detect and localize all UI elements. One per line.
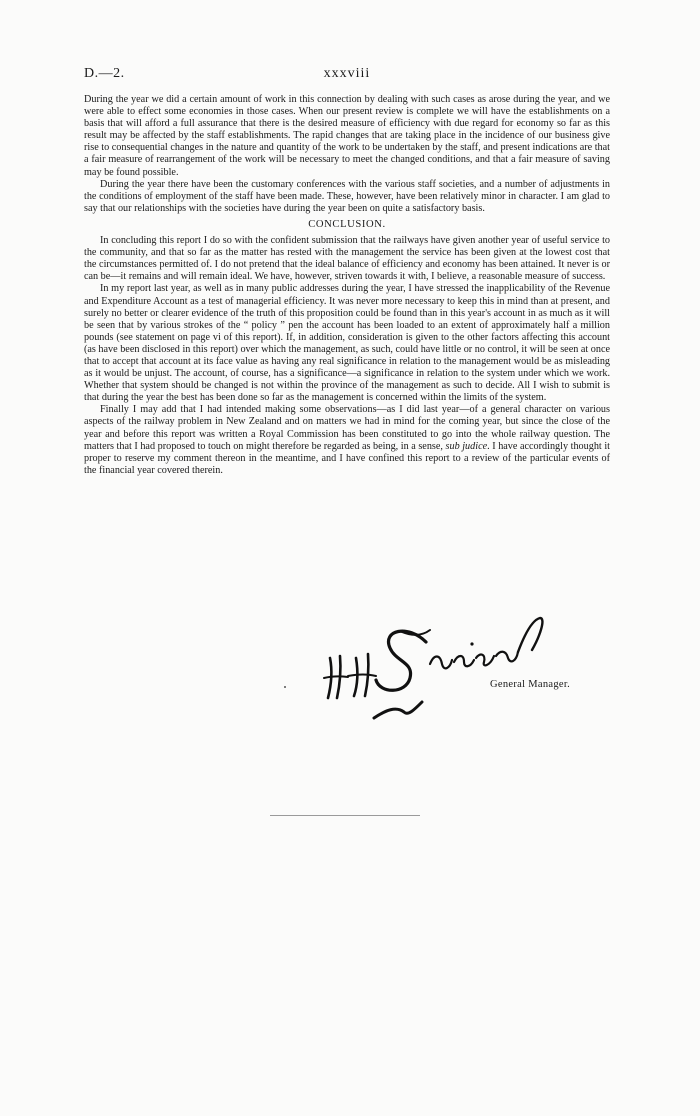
paragraph-italic-term: sub judice bbox=[445, 440, 488, 452]
handwritten-signature bbox=[318, 606, 578, 726]
signatory-title: General Manager. bbox=[490, 679, 571, 690]
page-header bbox=[84, 66, 610, 88]
paragraph-staff-economies: During the year we did a certain amount of work in this connection by dealing with such cases as arose during the year, and we were able to effect some economies in those cases. When our present review is complete we will have the establishments on a basis that will afford a full assurance that there is the desired measure of efficiency with due regard for economy so far as this result may be affected by the staff establishments. The rapid changes that are taking place in the incidence of our business give rise to consequential changes in the nature and quantity of the work to be undertaken by the staff, and present indications are that a fair measure of rearrangement of the work will be necessary to meet the changed conditions, and that a fair measure of saving may be found possible. bbox=[84, 94, 610, 178]
paragraph-royal-commission bbox=[84, 404, 610, 477]
paragraph-text-part: . I have accordingly thought it proper to reserve my comment thereon in the meantime, and I have confined this report to a review of the particular events of the financial year covered therein. bbox=[84, 440, 610, 476]
paragraph-staff-societies: During the year there have been the customary conferences with the various staff societies, and a number of adjustments in the conditions of employment of the staff have been made. These, however, have been relatively minor in character. I am glad to say that our relationships with the societies have during the year been on quite a satisfactory basis. bbox=[84, 178, 610, 214]
stray-mark bbox=[284, 686, 286, 688]
paragraph-revenue-account: In my report last year, as well as in many public addresses during the year, I have stressed the inapplicability of the Revenue and Expenditure Account as a test of managerial efficiency. It was never more necessary to keep this in mind than at present, and surely no better or clearer evidence of the truth of this proposition could be found than in this year's account in as much as it will be seen that by various strokes of the “ policy ” pen the account has been loaded to an extent of approximately half a million pounds (see statement on page vi of this report). If, in addition, consideration is given to the other factors affecting this account (as have been disclosed in this report) over which the management, as such, could have little or no control, it will be seen at once that to accept that account at its face value as having any real significance in relation to the management would be as misleading as it would be unjust. The account, of course, has a significance—a significance in relation to the system under which we work. Whether that system should be changed is not within the province of the management as such to decide. All I wish to submit is that during the year the best has been done so far as the management is concerned within the limits of the system. bbox=[84, 283, 610, 404]
page-number: xxxviii bbox=[323, 66, 371, 81]
section-heading-conclusion: CONCLUSION. bbox=[308, 218, 386, 230]
paragraph-text-part: Finally I may add that I had intended making some observations—as I did last year—of a general character on various aspects of the railway problem in New Zealand and on matters we had in mind for the coming year, but since the close of the year and before this report was written a Royal Commission has been constituted to go into the whole railway question. The matters that I had proposed to touch on might therefore be regarded as being, in a sense, bbox=[84, 404, 610, 452]
paragraph-concluding: In concluding this report I do so with the confident submission that the railways have given another year of useful service to the community, and that so far as the matter has rested with the management the service has been given at the lowest cost that the circumstances permitted of. I do not pretend that the ideal balance of efficiency and economy has been attained. It never is or can be—it remains and will remain ideal. We have, however, striven towards it with, I believe, a reasonable measure of success. bbox=[84, 235, 610, 283]
report-body bbox=[84, 94, 610, 477]
end-rule-divider bbox=[270, 815, 420, 816]
document-reference: D.—2. bbox=[84, 66, 125, 81]
